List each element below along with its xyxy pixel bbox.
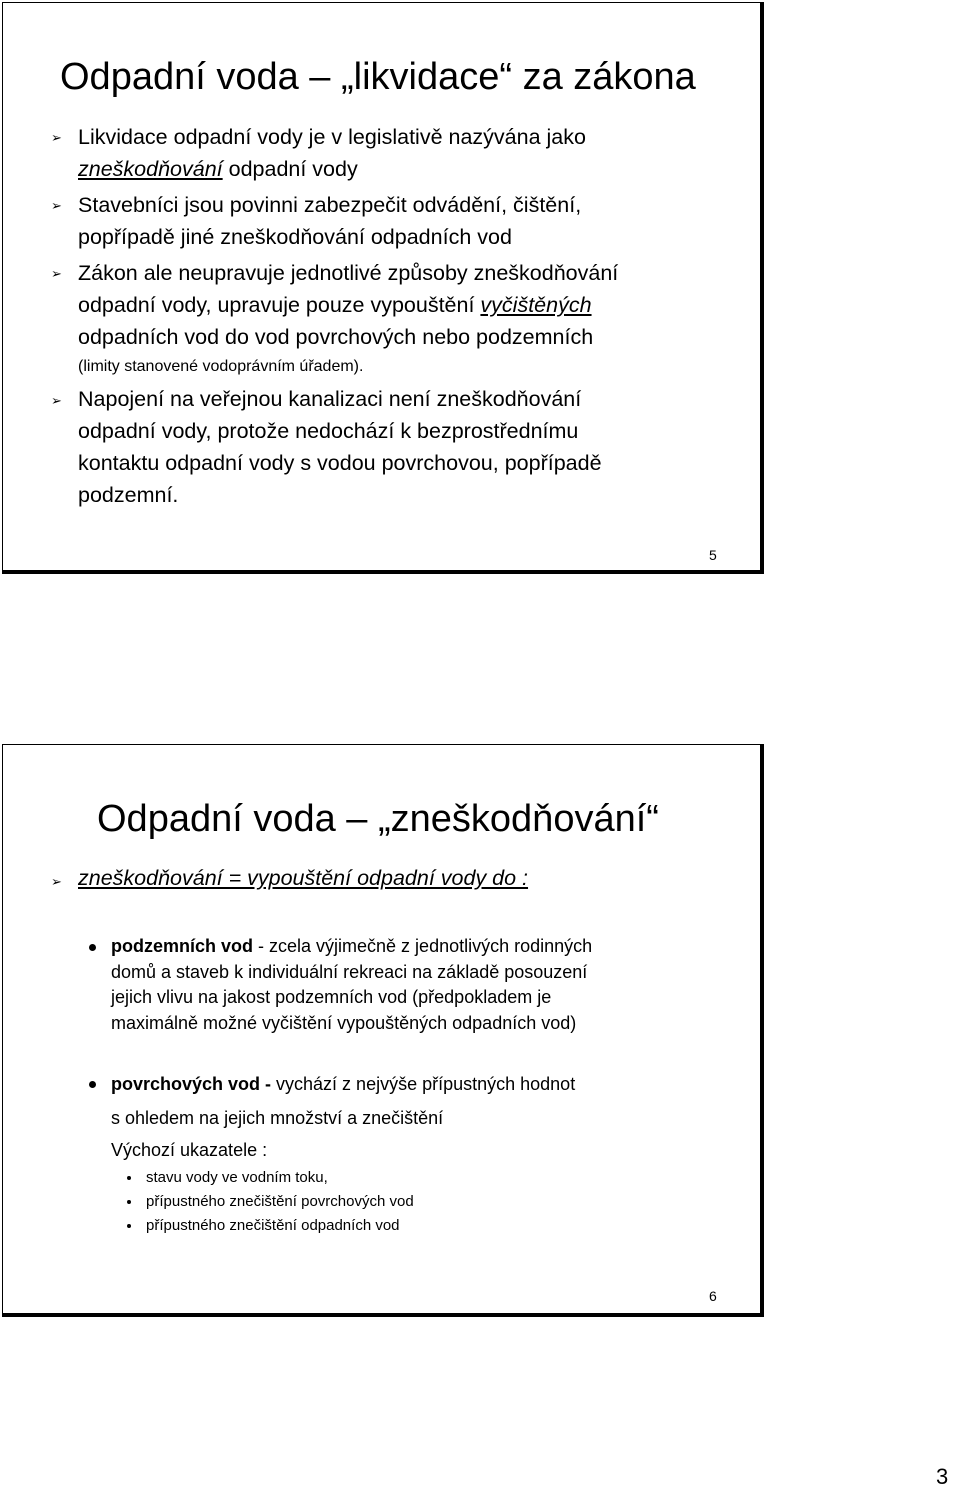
document-page-number: 3 <box>936 1464 949 1489</box>
bullet-text: popřípadě jiné zneškodňování odpadních vod <box>78 225 512 249</box>
emphasized-term: vyčištěných <box>480 293 592 317</box>
bullet-text: kontaktu odpadní vody s vodou povrchovou, popřípadě <box>78 451 602 475</box>
bullet-text: Napojení na veřejnou kanalizaci není zneškodňování <box>78 387 582 411</box>
arrow-bullet-icon: ➢ <box>51 198 62 213</box>
slide-5 <box>2 2 764 574</box>
emphasized-term: zneškodňování <box>78 157 223 181</box>
item-label: podzemních vod <box>111 936 254 956</box>
slide-number: 5 <box>709 547 717 563</box>
slide-6 <box>2 744 764 1317</box>
slide-number: 6 <box>709 1288 717 1304</box>
arrow-bullet-icon: ➢ <box>51 393 62 408</box>
dot-bullet-icon <box>89 944 96 951</box>
item-text: domů a staveb k individuální rekreaci na základě posouzení <box>111 961 588 982</box>
bullet-text: odpadní vody, protože nedochází k bezprostřednímu <box>78 419 579 443</box>
bullet-note: (limity stanovené vodoprávním úřadem). <box>78 358 364 375</box>
item-text: Výchozí ukazatele : <box>111 1140 268 1160</box>
arrow-bullet-icon: ➢ <box>51 130 62 145</box>
bullet-text <box>78 153 586 185</box>
list-item-surface-water <box>111 1072 575 1098</box>
item-text: maximálně možné vyčištění vypouštěných odpadních vod) <box>111 1012 577 1033</box>
sub-bullet-icon <box>127 1200 131 1204</box>
sub-list-item: přípustného znečištění povrchových vod <box>146 1193 414 1210</box>
bullet-text: podzemní. <box>78 483 179 507</box>
item-text: vychází z nejvýše přípustných hodnot <box>271 1074 576 1094</box>
sub-bullet-icon <box>127 1176 131 1180</box>
bullet-text-part: odpadní vody, upravuje pouze vypouštění <box>78 293 481 317</box>
item-text: - zcela výjimečně z jednotlivých rodinných <box>253 936 593 956</box>
sub-bullet-icon <box>127 1224 131 1228</box>
item-text: s ohledem na jejich množství a znečištění <box>111 1108 444 1128</box>
bullet-text <box>78 289 618 321</box>
bullet-item <box>78 257 618 381</box>
item-label: povrchových vod - <box>111 1074 272 1094</box>
bullet-item <box>78 189 581 253</box>
slide-title: Odpadní voda – „zneškodňování“ <box>97 798 659 840</box>
bullet-text-rest: odpadní vody <box>222 157 358 181</box>
heading-bullet <box>78 862 528 894</box>
heading-bullet-text: zneškodňování = vypouštění odpadní vody do : <box>78 866 529 890</box>
slide-title: Odpadní voda – „likvidace“ za zákona <box>60 56 696 98</box>
sub-list-item: stavu vody ve vodním toku, <box>146 1169 328 1186</box>
bullet-text: odpadních vod do vod povrchových nebo podzemních <box>78 325 594 349</box>
arrow-bullet-icon: ➢ <box>51 266 62 281</box>
arrow-bullet-icon: ➢ <box>51 874 62 889</box>
bullet-item <box>78 383 602 511</box>
bullet-text: Zákon ale neupravuje jednotlivé způsoby zneškodňování <box>78 261 619 285</box>
bullet-text: Likvidace odpadní vody je v legislativě nazývána jako <box>78 125 586 149</box>
list-item-groundwater <box>111 934 592 1036</box>
dot-bullet-icon <box>89 1081 96 1088</box>
bullet-text: Stavebníci jsou povinni zabezpečit odvádění, čištění, <box>78 193 582 217</box>
sub-list-item: přípustného znečištění odpadních vod <box>146 1217 400 1234</box>
bullet-item <box>78 121 586 185</box>
item-text: jejich vlivu na jakost podzemních vod (předpokladem je <box>111 987 552 1007</box>
